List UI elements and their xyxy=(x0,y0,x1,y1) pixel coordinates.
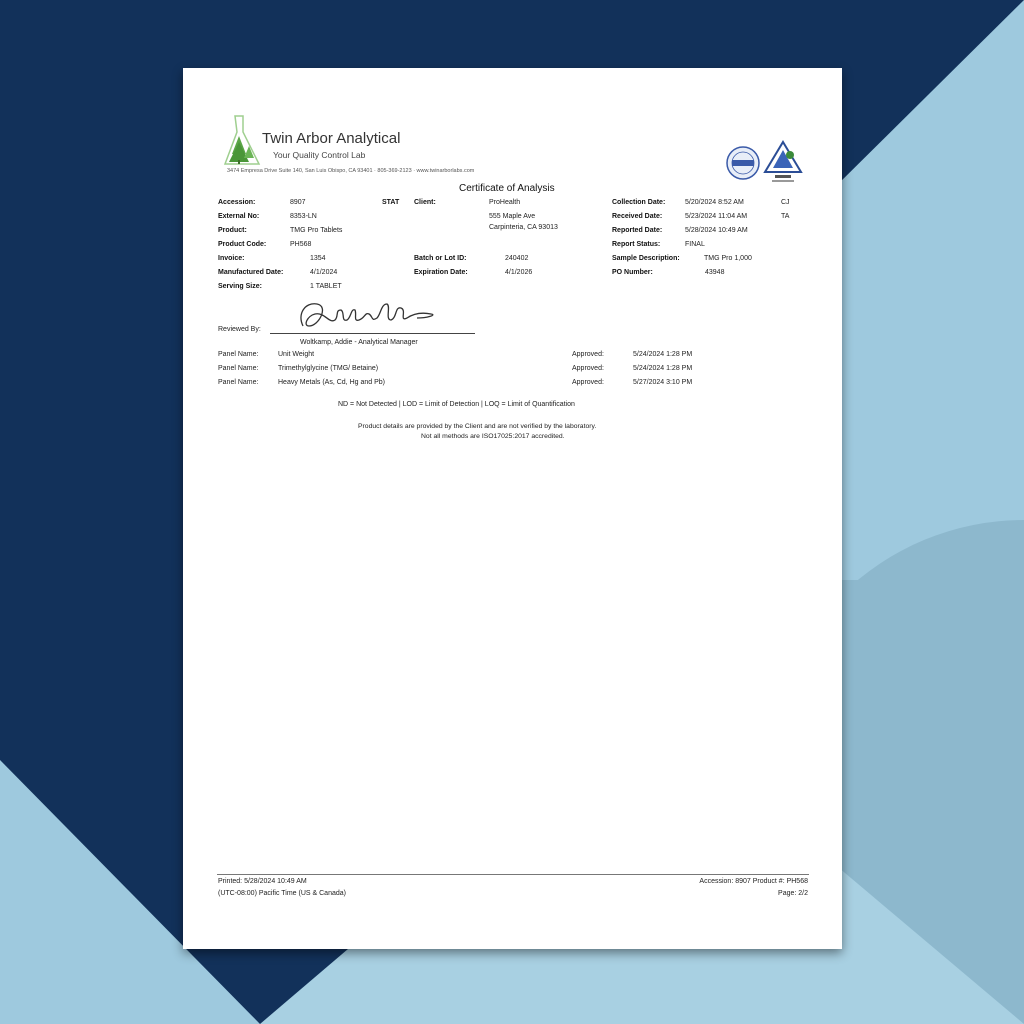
document-title: Certificate of Analysis xyxy=(459,183,555,194)
po-number-value: 43948 xyxy=(705,269,725,276)
panel-approved-label: Approved: xyxy=(572,379,604,386)
panel-name: Unit Weight xyxy=(278,351,315,358)
reviewer-name: Woltkamp, Addie - Analytical Manager xyxy=(300,339,418,346)
client-address-line1: 555 Maple Ave xyxy=(489,213,536,220)
reported-date-value: 5/28/2024 10:49 AM xyxy=(685,227,748,234)
client-address-line2: Carpinteria, CA 93013 xyxy=(489,224,558,231)
collection-date-value: 5/20/2024 8:52 AM xyxy=(685,199,744,206)
batch-label: Batch or Lot ID: xyxy=(414,255,467,262)
manufactured-date-label: Manufactured Date: xyxy=(218,269,284,276)
product-label: Product: xyxy=(218,227,247,234)
panel-name: Trimethylglycine (TMG/ Betaine) xyxy=(278,365,379,372)
stat-flag: STAT xyxy=(382,199,400,206)
lab-tagline: Your Quality Control Lab xyxy=(273,150,366,160)
timezone: (UTC-08:00) Pacific Time (US & Canada) xyxy=(218,890,346,897)
reviewer-signature xyxy=(295,296,445,336)
po-number-label: PO Number: xyxy=(612,269,653,276)
batch-value: 240402 xyxy=(505,255,529,262)
certificate-page xyxy=(183,68,842,949)
client-label: Client: xyxy=(414,199,436,206)
manufactured-date-value: 4/1/2024 xyxy=(310,269,338,276)
report-status-label: Report Status: xyxy=(612,241,661,248)
external-no-label: External No: xyxy=(218,213,260,220)
accession-label: Accession: xyxy=(218,199,256,206)
expiration-label: Expiration Date: xyxy=(414,269,468,276)
sample-description-value: TMG Pro 1,000 xyxy=(704,255,752,262)
invoice-value: 1354 xyxy=(310,255,326,262)
a2la-seal-icon xyxy=(726,146,760,180)
panel-approved-date: 5/24/2024 1:28 PM xyxy=(633,365,693,372)
reported-date-label: Reported Date: xyxy=(612,227,663,234)
report-status-value: FINAL xyxy=(685,241,705,248)
disclaimer-line1: Product details are provided by the Client and are not verified by the laboratory. xyxy=(358,423,597,430)
abbreviation-legend: ND = Not Detected | LOD = Limit of Detection | LOQ = Limit of Quantification xyxy=(338,401,575,408)
panel-label: Panel Name: xyxy=(218,365,259,372)
panel-name: Heavy Metals (As, Cd, Hg and Pb) xyxy=(278,379,385,386)
sample-description-label: Sample Description: xyxy=(612,255,680,262)
serving-size-label: Serving Size: xyxy=(218,283,262,290)
external-no-value: 8353-LN xyxy=(290,213,317,220)
disclaimer-line2: Not all methods are ISO17025:2017 accredited. xyxy=(421,433,565,440)
panel-label: Panel Name: xyxy=(218,351,259,358)
collection-initials: CJ xyxy=(781,199,790,206)
product-code-label: Product Code: xyxy=(218,241,267,248)
received-date-value: 5/23/2024 11:04 AM xyxy=(685,213,748,220)
reviewed-by-label: Reviewed By: xyxy=(218,326,261,333)
client-name: ProHealth xyxy=(489,199,521,206)
expiration-value: 4/1/2026 xyxy=(505,269,533,276)
lab-address: 3474 Empresa Drive Suite 140, San Luis Obispo, CA 93401 · 805-369-2123 · www.twinarborlabs.com xyxy=(227,168,475,174)
footer-accession-product: Accession: 8907 Product #: PH568 xyxy=(699,878,808,885)
panel-label: Panel Name: xyxy=(218,379,259,386)
panel-approved-label: Approved: xyxy=(572,351,604,358)
accession-value: 8907 xyxy=(290,199,306,206)
flask-tree-logo-icon xyxy=(223,114,267,170)
panel-approved-date: 5/27/2024 3:10 PM xyxy=(633,379,693,386)
product-value: TMG Pro Tablets xyxy=(290,227,343,234)
page-number: Page: 2/2 xyxy=(778,890,808,897)
serving-size-value: 1 TABLET xyxy=(310,283,342,290)
printed-timestamp: Printed: 5/28/2024 10:49 AM xyxy=(218,878,307,885)
received-date-label: Received Date: xyxy=(612,213,663,220)
invoice-label: Invoice: xyxy=(218,255,245,262)
accreditation-triangle-icon xyxy=(763,140,803,184)
lab-name: Twin Arbor Analytical xyxy=(262,130,401,147)
panel-approved-date: 5/24/2024 1:28 PM xyxy=(633,351,693,358)
signature-line xyxy=(270,333,475,334)
panel-approved-label: Approved: xyxy=(572,365,604,372)
footer-divider xyxy=(217,874,809,875)
collection-date-label: Collection Date: xyxy=(612,199,666,206)
product-code-value: PH568 xyxy=(290,241,312,248)
received-initials: TA xyxy=(781,213,790,220)
